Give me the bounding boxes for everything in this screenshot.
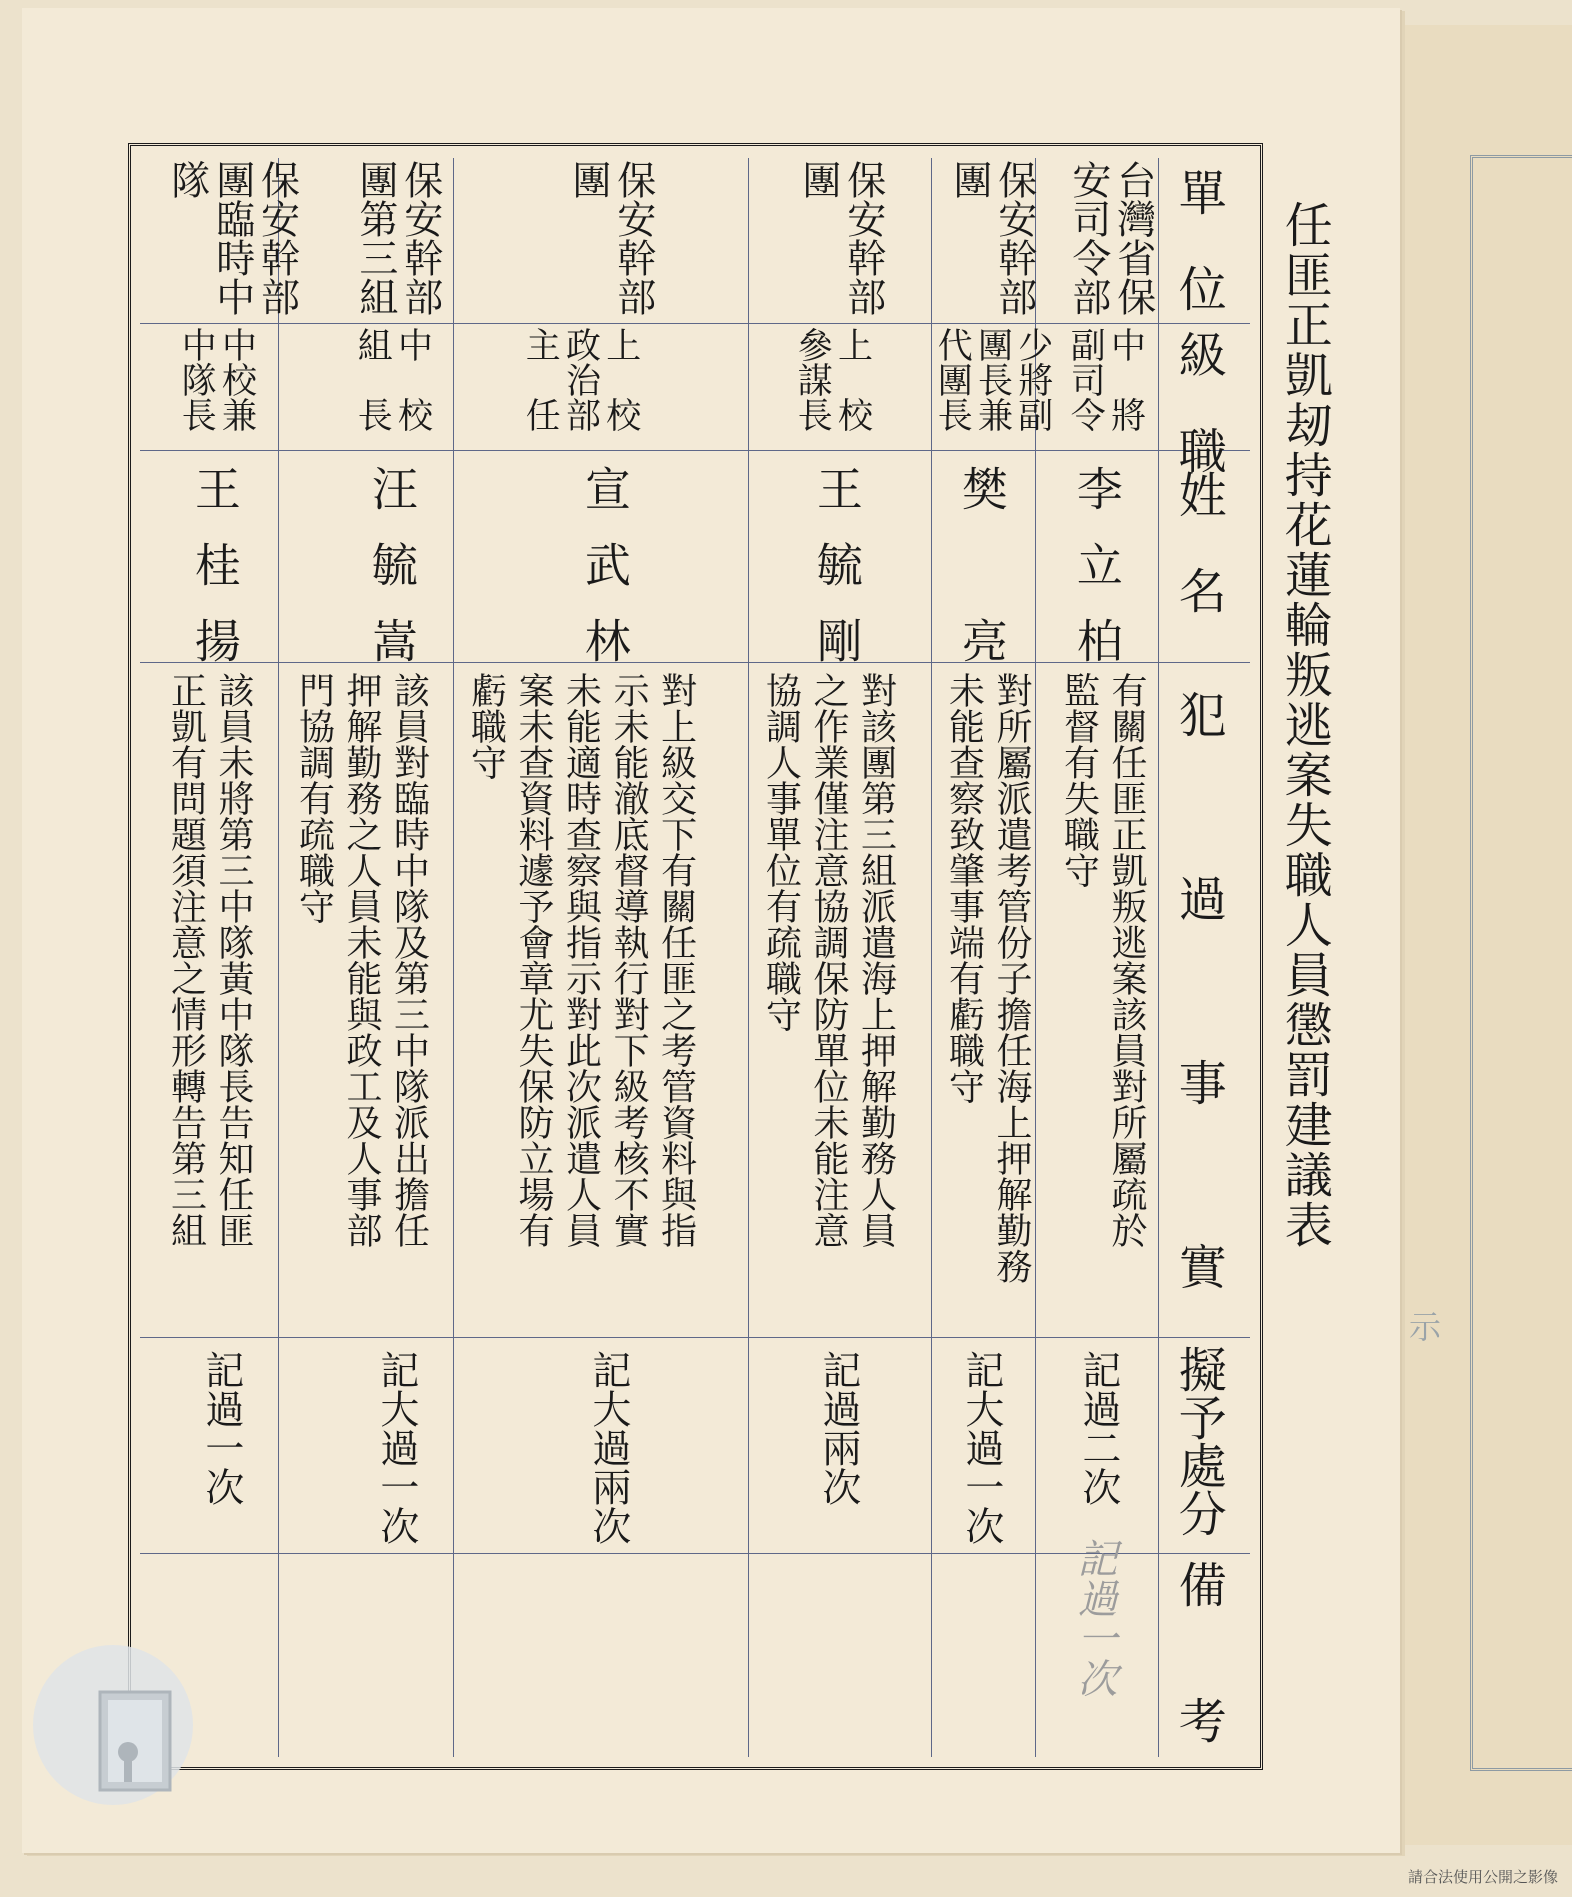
row-6-rank: 中校兼 中隊長 <box>176 327 257 432</box>
grid-vline <box>278 158 279 1757</box>
row-1-facts: 有關任匪正凱叛逃案該員對所屬疏於 監督有失職守 <box>1058 672 1148 1248</box>
row-5-unit: 保安幹部 團第三組 <box>352 160 443 316</box>
row-6-penalty: 記過一次 <box>198 1350 244 1506</box>
archive-logo-icon <box>28 1640 198 1810</box>
row-1-rank: 中 將 副司令 <box>1065 327 1146 432</box>
row-3-unit: 保安幹部 團 <box>795 160 886 316</box>
row-5-rank: 中 校 組 長 <box>352 327 433 432</box>
row-5-penalty: 記大過一次 <box>373 1350 419 1545</box>
row-2-unit: 保安幹部 團 <box>946 160 1037 316</box>
row-1-penalty: 記過二次 <box>1075 1350 1121 1506</box>
header-remarks: 備 考 <box>1170 1560 1227 1764</box>
footer-notice: 請合法使用公開之影像 <box>1407 1868 1558 1886</box>
row-6-facts: 該員未將第三中隊黃中隊長告知任匪 正凱有問題須注意之情形轉告第三組 <box>165 672 255 1248</box>
row-2-rank: 少將副 團長兼 代團長 <box>932 327 1053 432</box>
row-2-facts: 對所屬派遣考管份子擔任海上押解勤務 未能查察致肇事端有虧職守 <box>943 672 1033 1284</box>
grid-vline <box>453 158 454 1757</box>
grid-vline <box>1158 158 1159 1757</box>
grid-hline <box>140 1337 1250 1338</box>
header-name: 姓 名 <box>1170 470 1227 614</box>
header-penalty: 擬予處分 <box>1170 1345 1227 1537</box>
grid-hline <box>140 323 1250 324</box>
row-2-penalty: 記大過一次 <box>958 1350 1004 1545</box>
row-4-rank: 上 校 政治部 主 任 <box>520 327 641 432</box>
document-title: 任匪正凱刼持花蓮輪叛逃案失職人員懲罰建議表 <box>1276 200 1333 1250</box>
row-3-penalty: 記過兩次 <box>815 1350 861 1506</box>
grid-vline <box>748 158 749 1757</box>
row-4-name: 宣武林 <box>577 465 632 693</box>
grid-hline <box>140 450 1250 451</box>
row-3-name: 王毓剛 <box>809 465 864 693</box>
row-6-name: 王桂揚 <box>187 465 242 693</box>
underlying-sheet-frame <box>1470 155 1572 1771</box>
row-1-unit: 台灣省保 安司令部 <box>1065 160 1156 316</box>
handwritten-note: 記過一次 <box>1071 1538 1117 1698</box>
row-3-rank: 上 校 參謀長 <box>792 327 873 432</box>
row-2-name: 樊 亮 <box>954 465 1009 693</box>
row-1-name: 李立柏 <box>1069 465 1124 693</box>
row-4-facts: 對上級交下有關任匪之考管資料與指 示未能澈底督導執行對下級考核不實 未能適時查察與指示對此次派遣人員 案未查資料遽予會章尤失保防立場有 虧職守 <box>465 672 697 1248</box>
header-rank: 級 職 <box>1170 330 1227 474</box>
row-5-facts: 該員對臨時中隊及第三中隊派出擔任 押解勤務之人員未能與政工及人事部 門協調有疏職守 <box>293 672 430 1248</box>
row-4-unit: 保安幹部 團 <box>565 160 656 316</box>
row-5-name: 汪毓嵩 <box>364 465 419 693</box>
row-6-unit: 保安幹部 團臨時中 隊 <box>164 160 300 316</box>
header-unit: 單 位 <box>1170 168 1227 312</box>
row-4-penalty: 記大過兩次 <box>585 1350 631 1545</box>
underlying-sheet-mark: 示 <box>1404 1310 1442 1342</box>
header-facts: 犯 過 事 實 <box>1170 690 1227 1334</box>
row-3-facts: 對該團第三組派遣海上押解勤務人員 之作業僅注意協調保防單位未能注意 協調人事單位有疏職守 <box>760 672 897 1248</box>
